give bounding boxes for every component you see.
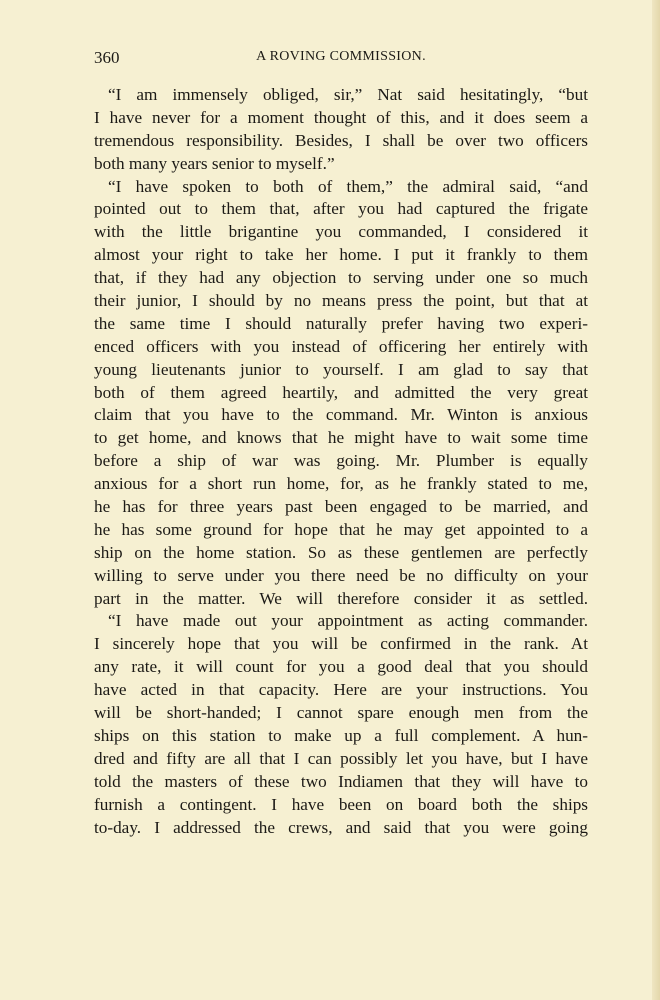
text-line: furnish a contingent. I have been on board both the ships bbox=[94, 794, 588, 814]
text-line: to-day. I addressed the crews, and said that you were going bbox=[94, 817, 588, 837]
page-number: 360 bbox=[94, 48, 120, 67]
text-line: ships on this station to make up a full complement. A hun- bbox=[94, 725, 588, 745]
text-line: to get home, and knows that he might have to wait some time bbox=[94, 428, 588, 448]
text-line: “I have made out your appointment as acting commander. bbox=[108, 611, 588, 631]
text-line: young lieutenants junior to yourself. I am glad to say that bbox=[94, 359, 588, 379]
text-line: have acted in that capacity. Here are your instructions. You bbox=[94, 680, 588, 700]
text-line: enced officers with you instead of officering her entirely with bbox=[94, 336, 588, 356]
text-line: part in the matter. We will therefore consider it as settled. bbox=[94, 588, 588, 608]
text-line: “I have spoken to both of them,” the admiral said, “and bbox=[108, 176, 588, 196]
body-text bbox=[94, 84, 588, 839]
text-line: anxious for a short run home, for, as he frankly stated to me, bbox=[94, 474, 588, 494]
text-line: the same time I should naturally prefer having two experi- bbox=[94, 313, 588, 333]
text-line: with the little brigantine you commanded, I considered it bbox=[94, 222, 588, 242]
text-line: willing to serve under you there need be no difficulty on your bbox=[94, 565, 588, 585]
text-line: their junior, I should by no means press the point, but that at bbox=[94, 291, 588, 311]
text-line: I sincerely hope that you will be confirmed in the rank. At bbox=[94, 634, 588, 654]
text-line: claim that you have to the command. Mr. Winton is anxious bbox=[94, 405, 588, 425]
text-line: before a ship of war was going. Mr. Plumber is equally bbox=[94, 451, 588, 471]
text-line: he has some ground for hope that he may get appointed to a bbox=[94, 519, 588, 539]
text-line: pointed out to them that, after you had captured the frigate bbox=[94, 199, 588, 219]
text-line: tremendous responsibility. Besides, I shall be over two officers bbox=[94, 130, 588, 150]
running-title: A ROVING COMMISSION. bbox=[256, 49, 426, 64]
text-line: will be short-handed; I cannot spare enough men from the bbox=[94, 703, 588, 723]
text-line: any rate, it will count for you a good deal that you should bbox=[94, 657, 588, 677]
page-header bbox=[94, 48, 588, 72]
text-line: I have never for a moment thought of this, and it does seem a bbox=[94, 107, 588, 127]
text-line: almost your right to take her home. I put it frankly to them bbox=[94, 245, 588, 265]
text-line: “I am immensely obliged, sir,” Nat said hesitatingly, “but bbox=[108, 85, 588, 104]
text-line: both of them agreed heartily, and admitted the very great bbox=[94, 382, 588, 402]
text-line: dred and fifty are all that I can possibly let you have, but I have bbox=[94, 748, 588, 768]
text-line: both many years senior to myself.” bbox=[94, 153, 335, 173]
page-edge bbox=[652, 0, 660, 1000]
text-line: he has for three years past been engaged to be married, and bbox=[94, 497, 588, 517]
text-line: ship on the home station. So as these gentlemen are perfectly bbox=[94, 542, 588, 562]
text-line: told the masters of these two Indiamen that they will have to bbox=[94, 771, 588, 791]
text-line: that, if they had any objection to serving under one so much bbox=[94, 268, 588, 288]
